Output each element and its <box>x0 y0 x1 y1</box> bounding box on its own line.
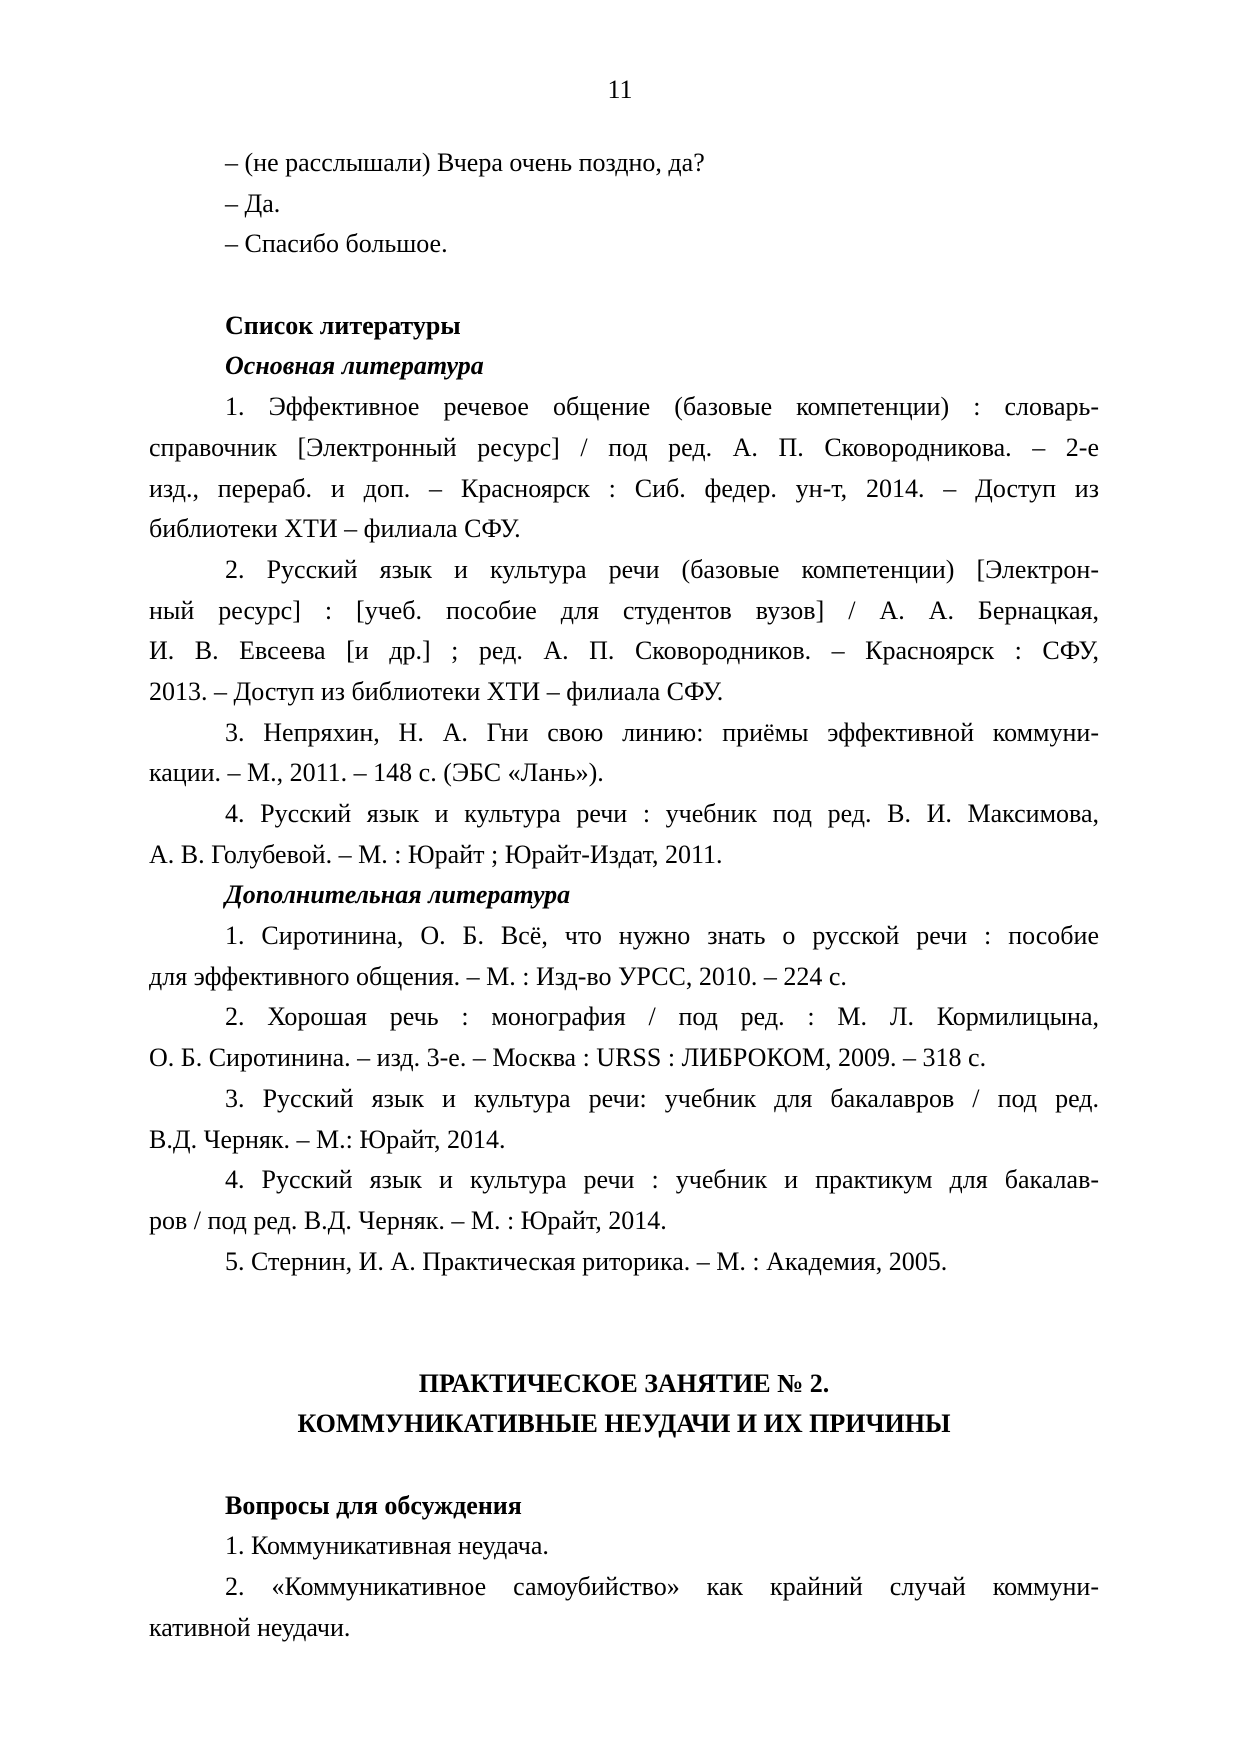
main-reference-line: И. В. Евсеева [и др.] ; ред. А. П. Сковородников. – Красноярск : СФУ, <box>149 636 1099 666</box>
dialog-line: – Спасибо большое. <box>225 229 448 259</box>
question-line: 2. «Коммуникативное самоубийство» как крайний случай коммуни- <box>225 1572 1099 1602</box>
main-reference-line: библиотеки ХТИ – филиала СФУ. <box>149 514 521 544</box>
blank-line <box>149 1323 1099 1364</box>
main-reference-line: 3. Непряхин, Н. А. Гни свою линию: приёмы эффективной коммуни- <box>225 717 1099 747</box>
dialog-line: – (не расслышали) Вчера очень поздно, да? <box>225 148 705 177</box>
extra-reference-line: 4. Русский язык и культура речи : учебник и практикум для бакалав- <box>225 1165 1099 1195</box>
main-reference-line: А. В. Голубевой. – М. : Юрайт ; Юрайт-Издат, 2011. <box>149 839 723 869</box>
blank-line <box>149 1282 1099 1323</box>
blank-line <box>149 265 1099 306</box>
questions-heading: Вопросы для обсуждения <box>225 1490 522 1520</box>
main-reference-line: справочник [Электронный ресурс] / под ред. А. П. Сковородникова. – 2-е <box>149 432 1099 462</box>
main-literature-heading: Основная литература <box>225 351 484 381</box>
extra-reference-line: ров / под ред. В.Д. Черняк. – М. : Юрайт, 2014. <box>149 1205 667 1235</box>
extra-reference-line: для эффективного общения. – М. : Изд-во УРСС, 2010. – 224 с. <box>149 961 847 991</box>
extra-reference-line: 3. Русский язык и культура речи: учебник для бакалавров / под ред. <box>225 1083 1099 1113</box>
page-number: 11 <box>607 75 633 104</box>
page-body <box>149 143 1099 1648</box>
extra-literature-heading: Дополнительная литература <box>225 880 571 910</box>
main-reference-line: 1. Эффективное речевое общение (базовые компетенции) : словарь- <box>225 392 1099 422</box>
extra-reference-line: 2. Хорошая речь : монография / под ред. : М. Л. Кормилицына, <box>225 1002 1099 1032</box>
main-reference-line: кации. – М., 2011. – 148 с. (ЭБС «Лань»). <box>149 758 604 788</box>
section-title: ПРАКТИЧЕСКОЕ ЗАНЯТИЕ № 2. <box>418 1368 830 1398</box>
dialog-line: – Да. <box>225 188 281 218</box>
blank-line <box>149 1445 1099 1486</box>
extra-reference-line: В.Д. Черняк. – М.: Юрайт, 2014. <box>149 1124 506 1154</box>
main-reference-line: изд., перераб. и доп. – Красноярск : Сиб. федер. ун-т, 2014. – Доступ из <box>149 473 1099 503</box>
extra-reference-line: 5. Стернин, И. А. Практическая риторика. – М. : Академия, 2005. <box>225 1246 948 1276</box>
question-line: кативной неудачи. <box>149 1612 351 1642</box>
main-reference-line: ный ресурс] : [учеб. пособие для студентов вузов] / А. А. Бернацкая, <box>149 595 1099 625</box>
main-reference-line: 4. Русский язык и культура речи : учебник под ред. В. И. Максимова, <box>225 799 1099 828</box>
extra-reference-line: О. Б. Сиротинина. – изд. 3-е. – Москва : URSS : ЛИБРОКОМ, 2009. – 318 с. <box>149 1043 987 1073</box>
main-reference-line: 2013. – Доступ из библиотеки ХТИ – филиала СФУ. <box>149 676 724 706</box>
bibliography-title: Список литературы <box>225 310 461 340</box>
section-title: КОММУНИКАТИВНЫЕ НЕУДАЧИ И ИХ ПРИЧИНЫ <box>297 1409 951 1439</box>
question-line: 1. Коммуникативная неудача. <box>225 1531 549 1561</box>
main-reference-line: 2. Русский язык и культура речи (базовые компетенции) [Электрон- <box>225 554 1099 584</box>
extra-reference-line: 1. Сиротинина, О. Б. Всё, что нужно знать о русской речи : пособие <box>225 921 1099 951</box>
